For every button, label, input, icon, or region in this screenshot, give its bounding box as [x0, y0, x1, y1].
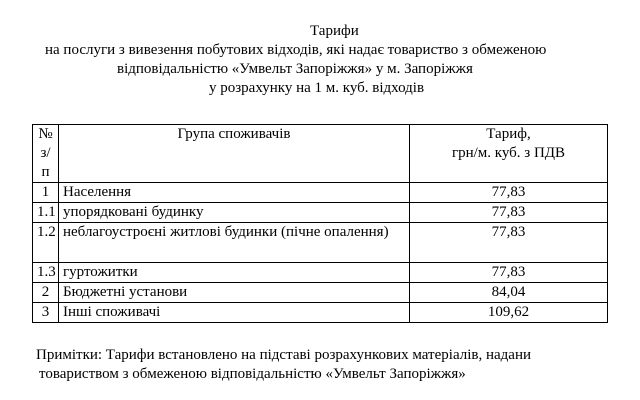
header-number: № з/п [33, 125, 59, 183]
row-group: неблагоустроєні житлові будинки (пічне опалення) [59, 223, 410, 263]
row-number: 1.3 [33, 263, 59, 283]
table-row [33, 223, 608, 263]
table-row [33, 303, 608, 323]
document-heading [0, 22, 640, 98]
header-tariff [410, 125, 608, 183]
row-tariff: 84,04 [410, 283, 608, 303]
table-row [33, 203, 608, 223]
row-number: 1 [33, 183, 59, 203]
row-number: 1.1 [33, 203, 59, 223]
row-group: гуртожитки [59, 263, 410, 283]
row-number: 1.2 [33, 223, 59, 263]
table-row [33, 263, 608, 283]
row-number: 2 [33, 283, 59, 303]
header-tariff-line-1: Тариф, [486, 126, 531, 142]
header-group: Група споживачів [59, 125, 410, 183]
notes-line-1: Примітки: Тарифи встановлено на підставі розрахункових матеріалів, надани [36, 347, 531, 363]
document-title: Тарифи [310, 23, 359, 39]
subtitle-line-2: відповідальністю «Умвельт Запоріжжя» у м. Запоріжжя [117, 61, 473, 77]
row-tariff: 77,83 [410, 203, 608, 223]
subtitle-line-3: у розрахунку на 1 м. куб. відходів [209, 80, 425, 96]
row-group: упорядковані будинку [59, 203, 410, 223]
notes-line-2: товариством з обмеженою відповідальністю «Умвельт Запоріжжя» [39, 366, 466, 382]
notes [36, 346, 640, 384]
table-header-row [33, 125, 608, 183]
header-tariff-line-2: грн/м. куб. з ПДВ [451, 145, 566, 161]
row-number: 3 [33, 303, 59, 323]
table-row [33, 283, 608, 303]
row-tariff: 77,83 [410, 183, 608, 203]
tariffs-table [32, 124, 608, 323]
table-row [33, 183, 608, 203]
row-group: Інші споживачі [59, 303, 410, 323]
row-group: Населення [59, 183, 410, 203]
row-tariff: 109,62 [410, 303, 608, 323]
row-tariff: 77,83 [410, 223, 608, 263]
row-tariff: 77,83 [410, 263, 608, 283]
subtitle-line-1: на послуги з вивезення побутових відходів, які надає товариство з обмеженою [45, 42, 547, 58]
row-group: Бюджетні установи [59, 283, 410, 303]
